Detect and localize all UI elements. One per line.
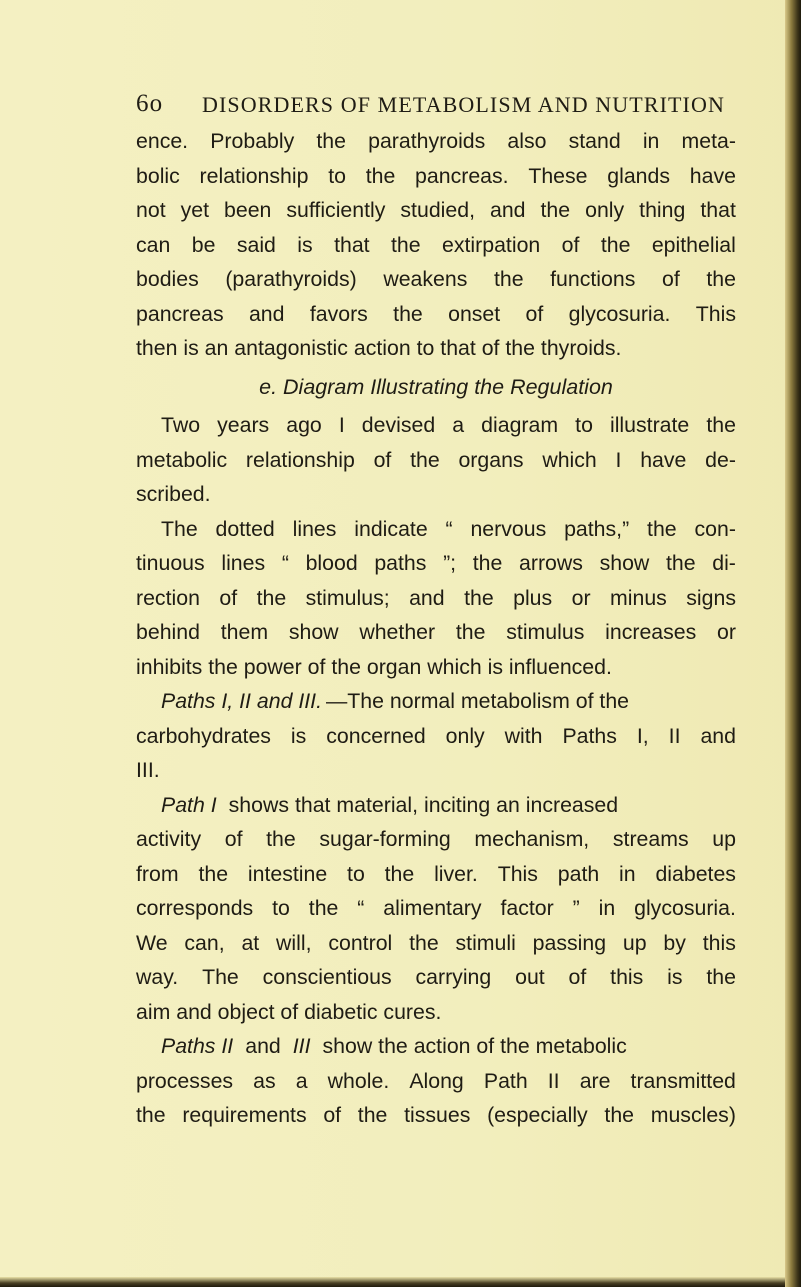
word: the xyxy=(256,585,287,610)
word: the xyxy=(665,551,696,575)
word: from xyxy=(136,861,179,886)
word: II xyxy=(668,723,681,748)
word: conscientious xyxy=(262,965,392,989)
text-line xyxy=(136,1064,736,1099)
word: factor xyxy=(500,896,554,920)
text-line xyxy=(136,1029,736,1064)
word: Along xyxy=(409,1068,464,1093)
word: stimulus xyxy=(506,620,585,644)
word: up xyxy=(712,827,736,851)
word: only xyxy=(445,723,485,748)
word: and xyxy=(248,301,285,326)
word: the xyxy=(647,516,677,541)
word: signs xyxy=(686,585,736,610)
text-line xyxy=(136,546,736,581)
word: parathyroids xyxy=(368,129,486,153)
word: I xyxy=(615,447,622,472)
word: We xyxy=(136,930,168,955)
word: this xyxy=(702,930,736,955)
word: organs xyxy=(458,447,524,472)
text-line xyxy=(136,443,736,478)
text-line xyxy=(136,719,736,754)
word: of xyxy=(568,965,587,989)
text-line xyxy=(136,857,736,892)
word: which xyxy=(542,447,597,472)
text-line xyxy=(136,193,736,228)
word: is xyxy=(290,723,307,748)
word: the xyxy=(455,620,486,644)
word: pancreas. xyxy=(415,163,509,188)
word: the xyxy=(493,267,524,291)
word: out xyxy=(515,965,545,989)
word: The xyxy=(202,965,239,989)
word: a xyxy=(295,1068,308,1093)
word: a xyxy=(452,413,465,437)
word: can xyxy=(136,232,171,257)
word: the xyxy=(410,447,440,472)
word: way. xyxy=(136,965,179,989)
text-line xyxy=(136,1098,736,1133)
run-in-heading: Paths II xyxy=(161,1034,234,1058)
word: and xyxy=(700,723,736,748)
word: or xyxy=(717,620,736,644)
word: of xyxy=(323,1103,342,1127)
word: of xyxy=(661,267,680,291)
word: ago xyxy=(286,413,322,437)
text-line xyxy=(136,124,736,159)
word: I xyxy=(338,413,345,437)
text-line xyxy=(136,408,736,443)
text-line xyxy=(136,788,736,823)
word: Paths xyxy=(562,723,617,748)
text-line xyxy=(136,159,736,194)
word: transmitted xyxy=(630,1068,736,1093)
word: dotted xyxy=(215,516,275,541)
word: di- xyxy=(712,551,736,575)
word: rection xyxy=(136,585,200,610)
word: thing xyxy=(639,198,686,222)
word: Path xyxy=(483,1068,528,1093)
word: the xyxy=(136,1103,166,1127)
paragraph-lines-legend xyxy=(136,512,736,685)
text-run: show the action of the metabolic xyxy=(322,1034,627,1058)
word: the xyxy=(316,129,346,153)
word: the xyxy=(384,861,415,886)
word: of xyxy=(525,301,544,326)
text-line: scribed. xyxy=(136,482,211,506)
word: in xyxy=(642,129,660,153)
word: Two xyxy=(161,413,201,437)
word: con- xyxy=(694,516,736,541)
word: The xyxy=(161,516,198,541)
word: “ xyxy=(445,516,453,541)
word: glycosuria. xyxy=(568,301,671,326)
word: lines xyxy=(221,551,266,575)
word: show xyxy=(288,620,339,644)
word: extirpation xyxy=(442,232,541,257)
word: the xyxy=(409,930,439,955)
paragraph-paths-2-3 xyxy=(136,1029,736,1133)
word: diabetes xyxy=(655,861,736,886)
word: “ xyxy=(357,896,365,920)
word: to xyxy=(347,861,365,886)
word: have xyxy=(689,163,736,188)
word: is xyxy=(297,232,313,257)
word: the xyxy=(464,585,494,610)
word: II xyxy=(547,1068,560,1093)
word: stimuli xyxy=(455,930,516,955)
word: the xyxy=(357,1103,388,1127)
text-line xyxy=(136,615,736,650)
word: corresponds xyxy=(136,896,254,920)
text-line: III. xyxy=(136,758,160,782)
word: (especially xyxy=(487,1103,588,1127)
word: minus xyxy=(610,585,667,610)
word: tissues xyxy=(404,1103,471,1127)
word: processes xyxy=(136,1068,234,1093)
word: show xyxy=(599,551,650,575)
word: functions xyxy=(550,267,636,291)
word: devised xyxy=(361,413,436,437)
text-line: then is an antagonistic action to that of the thyroids. xyxy=(136,336,622,360)
word: illustrate xyxy=(609,413,690,437)
word: epithelial xyxy=(651,232,736,257)
word: with xyxy=(504,723,543,748)
word: paths xyxy=(374,551,427,575)
text-line xyxy=(136,926,736,961)
text-line xyxy=(136,822,736,857)
page-header xyxy=(136,90,725,120)
word: the xyxy=(391,232,421,257)
word: “ xyxy=(281,551,289,575)
word: intestine xyxy=(247,861,328,886)
word: be xyxy=(191,232,216,257)
word: of xyxy=(561,232,580,257)
text-line xyxy=(136,891,736,926)
word: studied, xyxy=(400,198,475,222)
text-line xyxy=(136,684,736,719)
word: lines xyxy=(292,516,337,541)
word: liver. xyxy=(434,861,478,886)
word: These xyxy=(528,163,588,188)
word: the xyxy=(472,551,503,575)
word: ence. xyxy=(136,129,189,153)
word: and xyxy=(489,198,526,222)
word: stimulus; xyxy=(305,585,390,610)
word: activity xyxy=(136,827,202,851)
text-line xyxy=(136,297,736,332)
word: are xyxy=(579,1068,611,1093)
word: of xyxy=(219,585,238,610)
word: mechanism, xyxy=(474,827,590,851)
word: bodies xyxy=(136,267,199,291)
word: been xyxy=(224,198,272,222)
word: concerned xyxy=(326,723,426,748)
text-line xyxy=(136,512,736,547)
paragraph-parathyroids xyxy=(136,124,736,366)
paragraph-path-1 xyxy=(136,788,736,1030)
word: carbohydrates xyxy=(136,723,271,748)
word: metabolic xyxy=(136,447,228,472)
text-line xyxy=(136,960,736,995)
word: and xyxy=(409,585,445,610)
word: the xyxy=(604,1103,635,1127)
word: ” xyxy=(572,896,580,920)
word: them xyxy=(220,620,269,644)
word: pancreas xyxy=(136,301,224,326)
word: is xyxy=(667,965,683,989)
word: the xyxy=(706,413,736,437)
word: only xyxy=(585,198,625,222)
run-in-heading: Path I xyxy=(161,792,217,817)
word: up xyxy=(622,930,647,955)
word: in xyxy=(598,896,616,920)
word: by xyxy=(663,930,686,955)
word: this xyxy=(610,965,644,989)
text-line: inhibits the power of the organ which is influenced. xyxy=(136,654,612,679)
word: requirements xyxy=(182,1103,307,1127)
word: also xyxy=(507,129,547,153)
word: ”; xyxy=(443,551,457,575)
run-in-heading: Paths I, II and III. xyxy=(161,689,322,713)
word: onset xyxy=(448,301,501,326)
word: nervous xyxy=(470,516,547,541)
word: weakens xyxy=(383,267,468,291)
text-line xyxy=(136,262,736,297)
running-title: DISORDERS OF METABOLISM AND NUTRITION xyxy=(202,92,725,117)
word: tinuous xyxy=(136,551,205,575)
text-line xyxy=(136,581,736,616)
word: as xyxy=(253,1068,276,1093)
word: in xyxy=(619,861,636,886)
word: passing xyxy=(532,930,607,955)
word: of xyxy=(373,447,392,472)
page-bottom-edge xyxy=(0,1277,785,1287)
word: the xyxy=(706,965,736,989)
word: increases xyxy=(605,620,697,644)
word: bolic xyxy=(136,163,180,188)
word: glycosuria. xyxy=(634,896,736,920)
word: to xyxy=(328,163,346,188)
word: sugar-forming xyxy=(319,827,451,851)
word: plus xyxy=(513,585,553,610)
word: de- xyxy=(705,447,736,472)
word: have xyxy=(640,447,687,472)
section-heading: e. Diagram Illustrating the Regulation xyxy=(259,374,613,399)
word: whole. xyxy=(327,1068,390,1093)
word: the xyxy=(706,267,736,291)
word: path xyxy=(557,861,600,886)
word: yet xyxy=(180,198,210,222)
word: sufficiently xyxy=(286,198,386,222)
word: arrows xyxy=(519,551,583,575)
word: meta- xyxy=(681,129,736,153)
word: the xyxy=(540,198,571,222)
word: relationship xyxy=(245,447,355,472)
word: glands xyxy=(607,163,671,188)
word: that xyxy=(700,198,736,222)
word: not xyxy=(136,198,166,222)
word: alimentary xyxy=(383,896,482,920)
word: the xyxy=(600,232,631,257)
word: to xyxy=(575,413,593,437)
word: relationship xyxy=(199,163,309,188)
word: indicate xyxy=(354,516,428,541)
text-run: and xyxy=(245,1034,281,1058)
word: that xyxy=(334,232,370,257)
paragraph-diagram xyxy=(136,408,736,512)
word: Probably xyxy=(210,129,295,153)
word: carrying xyxy=(415,965,492,989)
text-line xyxy=(136,228,736,263)
word: whether xyxy=(359,620,436,644)
word: stand xyxy=(568,129,621,153)
word: the xyxy=(308,896,339,920)
word: streams xyxy=(612,827,689,851)
word: the xyxy=(266,827,296,851)
word: at xyxy=(241,930,260,955)
word: the xyxy=(365,163,396,188)
word: will, xyxy=(276,930,312,955)
word: years xyxy=(217,413,270,437)
word: This xyxy=(695,301,736,326)
word: can, xyxy=(184,930,225,955)
text-run: —The normal metabolism of the xyxy=(326,689,630,713)
word: behind xyxy=(136,620,200,644)
page-edge-shadow xyxy=(785,0,801,1287)
word: diagram xyxy=(481,413,559,437)
word: said xyxy=(236,232,276,257)
run-in-heading: III xyxy=(292,1034,311,1058)
page-body xyxy=(136,124,736,1133)
word: or xyxy=(571,585,591,610)
word: blood xyxy=(305,551,358,575)
word: muscles) xyxy=(650,1103,736,1127)
word: I, xyxy=(636,723,649,748)
paragraph-paths-1-2-3 xyxy=(136,684,736,788)
word: control xyxy=(328,930,393,955)
word: This xyxy=(497,861,538,886)
text-run: shows that material, inciting an increased xyxy=(228,792,619,817)
word: the xyxy=(198,861,229,886)
word: to xyxy=(272,896,290,920)
word: paths,” xyxy=(564,516,630,541)
word: the xyxy=(393,301,423,326)
word: of xyxy=(224,827,243,851)
word: (parathyroids) xyxy=(225,267,357,291)
word: favors xyxy=(309,301,368,326)
page-number: 6o xyxy=(136,90,164,117)
text-line: aim and object of diabetic cures. xyxy=(136,999,442,1024)
